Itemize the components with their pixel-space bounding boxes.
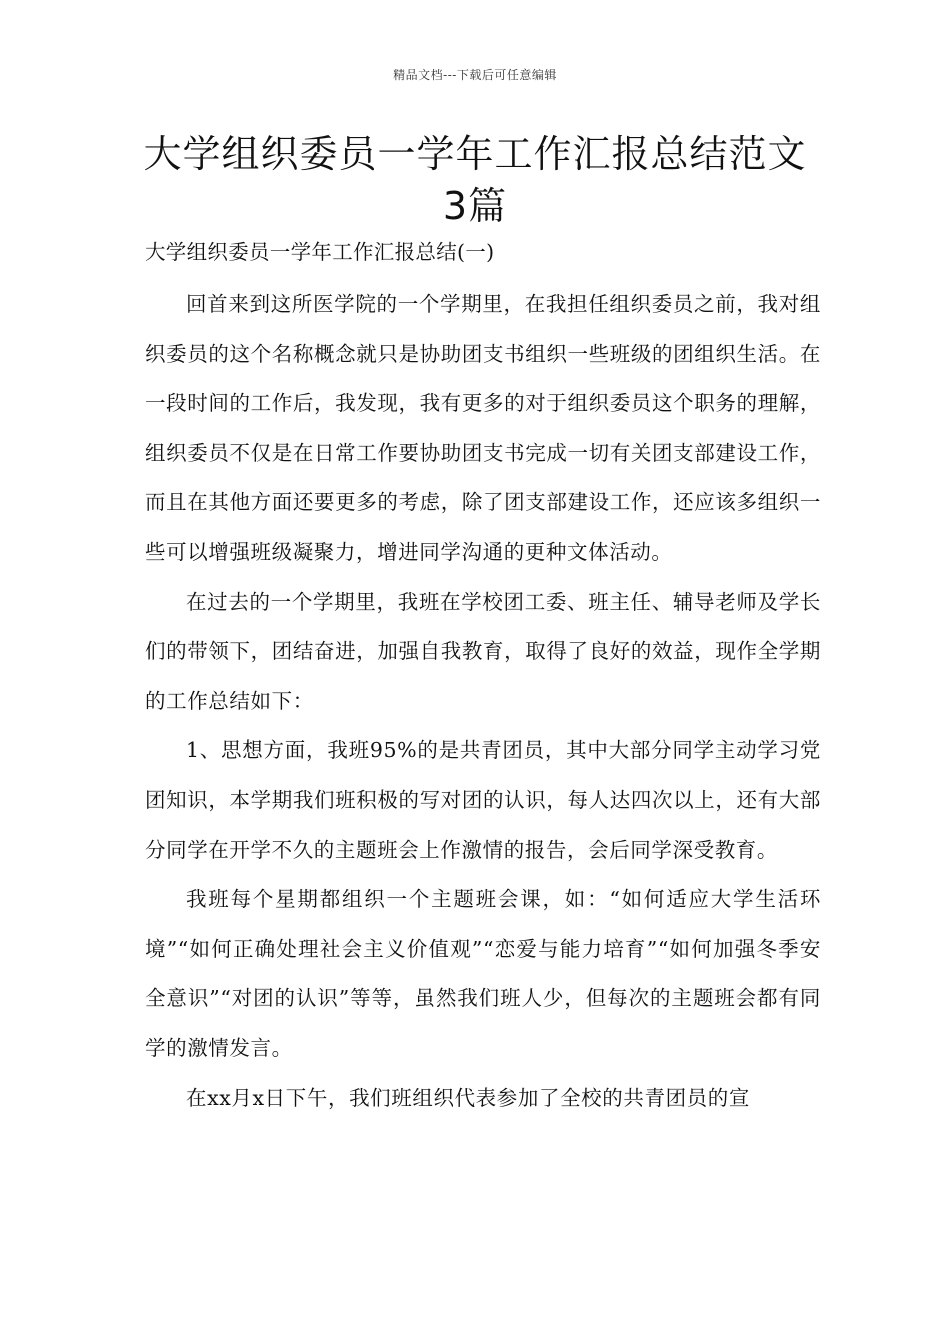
paragraph: 1、思想方面，我班95%的是共青团员，其中大部分同学主动学习党团知识，本学期我们班积极的写对团的认识，每人达四次以上，还有大部分同学在开学不久的主题班会上作激情的报告，会后同学深受教育。	[145, 738, 821, 862]
document-body	[145, 232, 821, 1123]
document-title-line-1: 大学组织委员一学年工作汇报总结范文	[143, 132, 807, 176]
header-note: 精品文档---下载后可任意编辑	[393, 68, 557, 82]
paragraph: 我班每个星期都组织一个主题班会课，如：“如何适应大学生活环境”“如何正确处理社会主义价值观”“恋爱与能力培育”“如何加强冬季安全意识”“对团的认识”等等，虽然我们班人少，但每次的主题班会都有同学的激情发言。	[145, 887, 821, 1060]
section-subtitle: 大学组织委员一学年工作汇报总结(一)	[145, 240, 495, 264]
paragraph: 在过去的一个学期里，我班在学校团工委、班主任、辅导老师及学长们的带领下，团结奋进，加强自我教育，取得了良好的效益，现作全学期的工作总结如下：	[145, 589, 821, 713]
document-title	[120, 128, 830, 232]
paragraph: 回首来到这所医学院的一个学期里，在我担任组织委员之前，我对组织委员的这个名称概念就只是协助团支书组织一些班级的团组织生活。在一段时间的工作后，我发现，我有更多的对于组织委员这个职务的理解，组织委员不仅是在日常工作要协助团支书完成一切有关团支部建设工作，而且在其他方面还要更多的考虑，除了团支部建设工作，还应该多组织一些可以增强班级凝聚力，增进同学沟通的更种文体活动。	[145, 292, 821, 564]
paragraph: 在xx月x日下午，我们班组织代表参加了全校的共青团员的宣	[186, 1085, 750, 1110]
document-title-line-2: 3篇	[442, 184, 508, 228]
